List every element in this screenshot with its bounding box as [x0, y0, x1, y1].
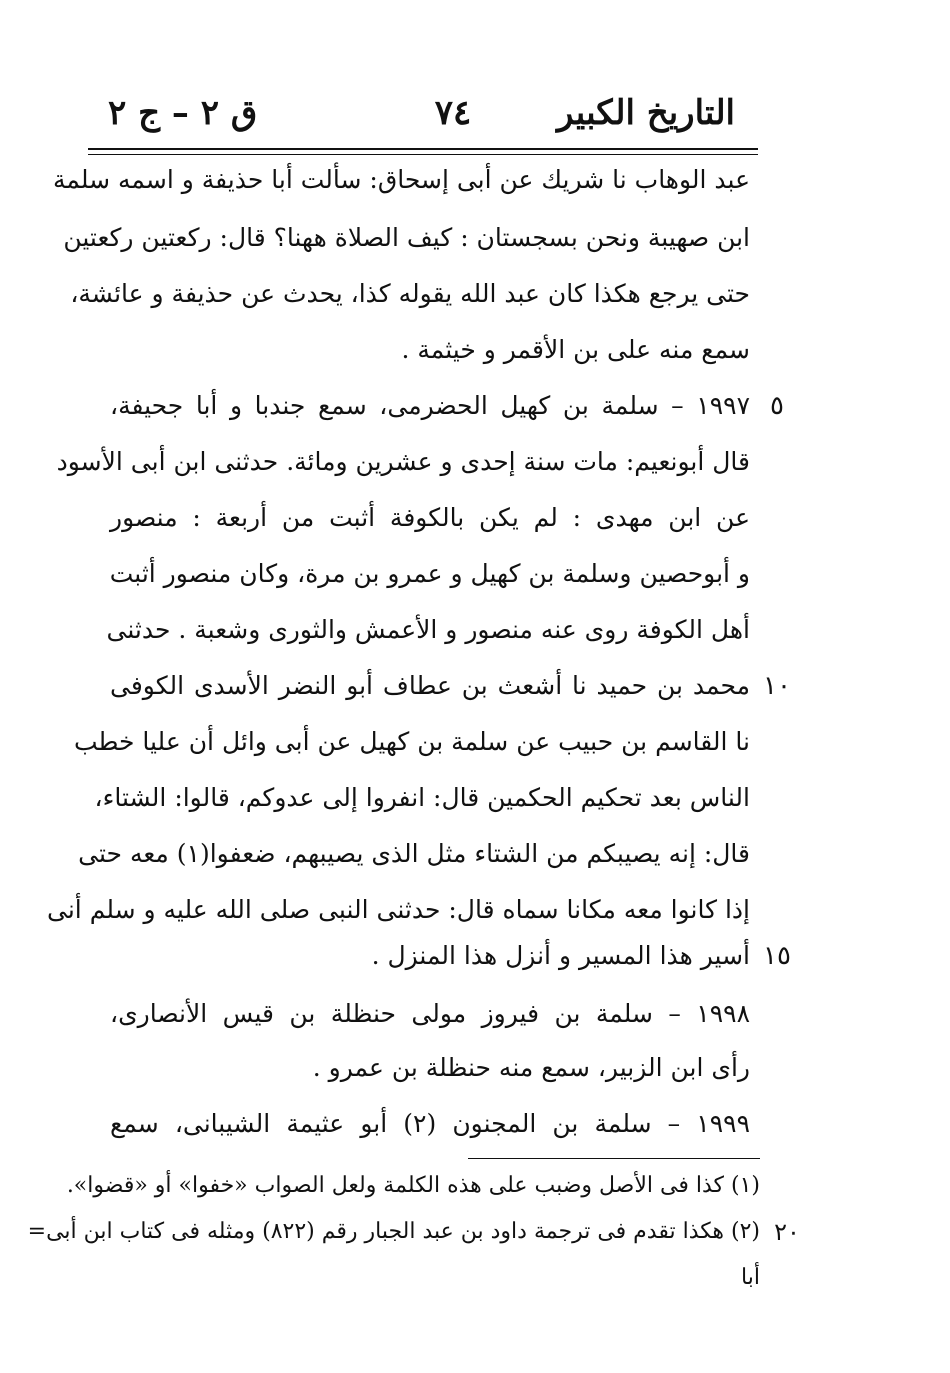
text-line: و أبوحصين وسلمة بن كهيل و عمرو بن مرة، وكان منصور أثبت	[109, 559, 750, 588]
text-line: أسير هذا المسير و أنزل هذا المنزل .	[371, 941, 750, 970]
header-rule-thick	[88, 148, 758, 150]
volume-reference: ق ٢ – ج ٢	[108, 93, 258, 133]
text-line: عبد الوهاب نا شريك عن أبى إسحاق: سألت أبا حذيفة و اسمه سلمة	[53, 165, 750, 194]
footnote-continuation: أبا	[741, 1265, 760, 1290]
entry-line-1999: ١٩٩٩ – سلمة بن المجنون (٢) أبو عثيمة الشيبانى، سمع	[110, 1109, 750, 1138]
footnote-1: (١) كذا فى الأصل وضبب على هذه الكلمة ولعل الصواب «خفوا» أو «قضوا».	[66, 1173, 760, 1198]
footnote-rule	[468, 1158, 760, 1159]
line-number: ١٥	[763, 941, 791, 971]
text-line: الناس بعد تحكيم الحكمين قال: انفروا إلى عدوكم، قالوا: الشتاء،	[94, 783, 750, 812]
text-line: إذا كانوا معه مكانا سماه قال: حدثنى النبى صلى الله عليه و سلم أنى	[47, 895, 750, 924]
line-number: ١٠	[763, 671, 791, 701]
text-line: محمد بن حميد نا أشعث بن عطاف أبو النضر الأسدى الكوفى	[110, 671, 750, 700]
entry-line-1997: ١٩٩٧ – سلمة بن كهيل الحضرمى، سمع جندبا و أبا جحيفة،	[110, 391, 750, 420]
line-number: ٢٠	[774, 1218, 800, 1246]
text-line: ابن صهيبة ونحن بسجستان : كيف الصلاة ههنا؟ قال: ركعتين ركعتين	[63, 223, 750, 252]
text-line: أهل الكوفة روى عنه منصور و الأعمش والثورى وشعبة . حدثنى	[106, 615, 750, 644]
text-line: قال أبونعيم: مات سنة إحدى و عشرين ومائة. حدثنى ابن أبى الأسود	[56, 447, 750, 476]
running-title: التاريخ الكبير	[557, 93, 735, 133]
page-number: ٧٤	[434, 93, 472, 133]
text-line: حتى يرجع هكذا كان عبد الله يقوله كذا، يحدث عن حذيفة و عائشة،	[70, 279, 750, 308]
text-line: سمع منه على بن الأقمر و خيثمة .	[401, 335, 750, 364]
text-line: نا القاسم بن حبيب عن سلمة بن كهيل عن أبى وائل أن عليا خطب	[73, 727, 750, 756]
line-number: ٥	[770, 391, 784, 421]
text-line: رأى ابن الزبير، سمع منه حنظلة بن عمرو .	[312, 1053, 750, 1082]
text-line: قال: إنه يصيبكم من الشتاء مثل الذى يصيبهم، ضعفوا(١) معه حتى	[78, 839, 750, 868]
footnote-2: (٢) هكذا تقدم فى ترجمة داود بن عبد الجبار رقم (٨٢٢) ومثله فى كتاب ابن أبى=	[27, 1219, 760, 1244]
text-line: عن ابن مهدى : لم يكن بالكوفة أثبت من أربعة : منصور	[110, 503, 750, 532]
entry-line-1998: ١٩٩٨ – سلمة بن فيروز مولى حنظلة بن قيس الأنصارى،	[110, 999, 750, 1028]
